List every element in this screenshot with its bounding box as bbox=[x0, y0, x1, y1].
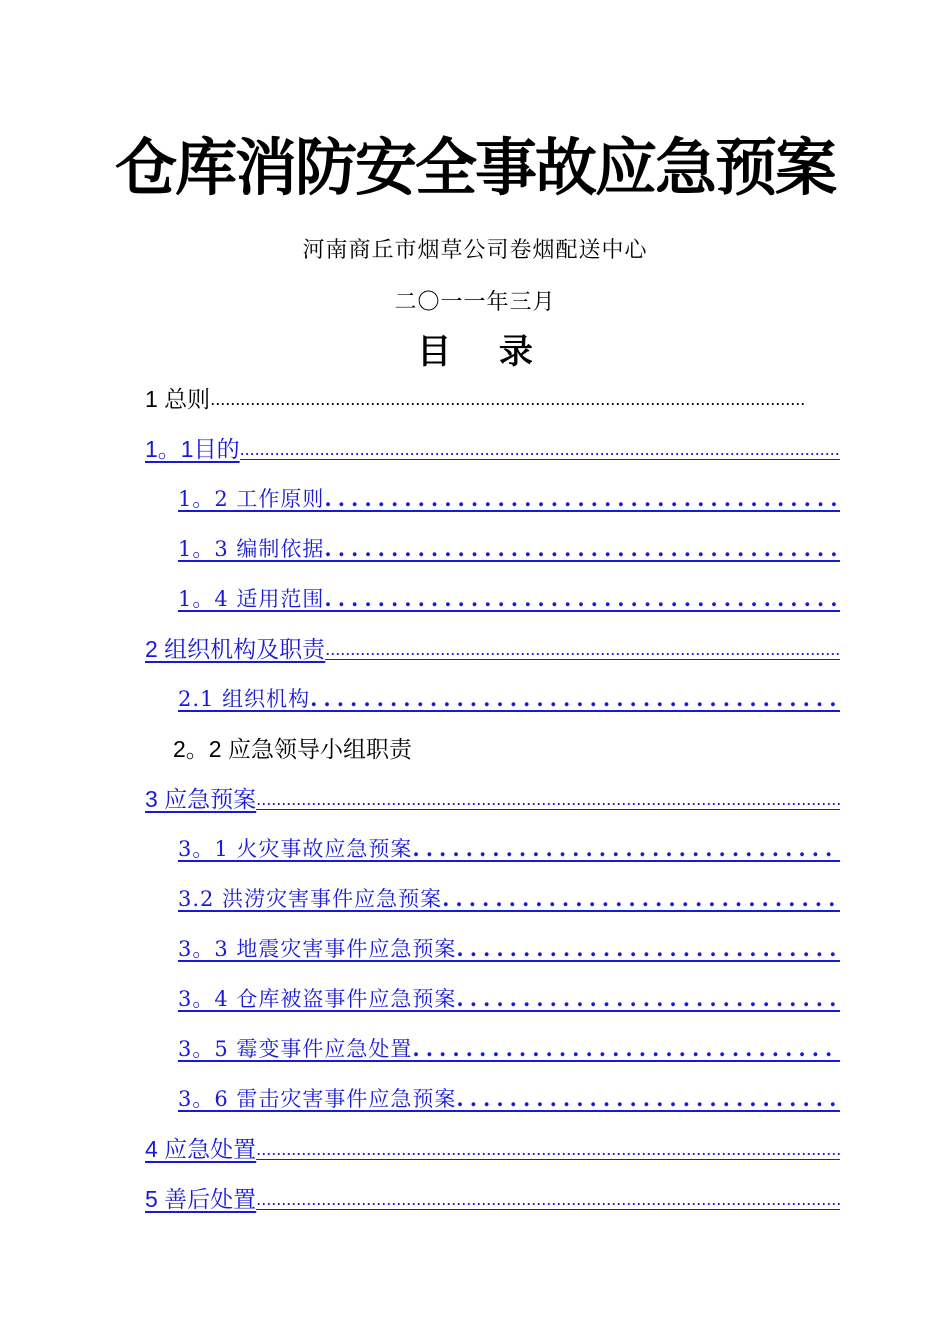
toc-entry-label: 1。3 编制依据 bbox=[178, 537, 325, 561]
toc-link-purpose[interactable] bbox=[145, 432, 840, 464]
toc-link-lightning-plan[interactable] bbox=[178, 1082, 840, 1114]
toc-leader-dots bbox=[456, 1084, 840, 1114]
toc-link-scope[interactable] bbox=[178, 582, 840, 614]
document-title: 仓库消防安全事故应急预案 bbox=[114, 131, 835, 204]
toc-leader-dots bbox=[456, 984, 840, 1014]
toc-leader-dots bbox=[442, 884, 840, 914]
toc-link-earthquake-plan[interactable] bbox=[178, 932, 840, 964]
toc-entry-label: 1。1目的 bbox=[145, 436, 240, 462]
toc-entry-general bbox=[145, 382, 807, 414]
toc-entry-label: 4 应急处置 bbox=[145, 1136, 257, 1162]
toc-entry-label: 3。3 地震灾害事件应急预案 bbox=[178, 937, 457, 961]
toc-link-emergency-plans[interactable] bbox=[145, 782, 840, 814]
toc-entry-label: 2.1 组织机构 bbox=[178, 687, 311, 711]
toc-link-structure[interactable] bbox=[178, 682, 840, 714]
toc-leader-dots bbox=[324, 484, 840, 514]
toc-entry-label: 2 组织机构及职责 bbox=[145, 636, 326, 662]
toc-entry-label: 3 应急预案 bbox=[145, 786, 257, 812]
toc-link-basis[interactable] bbox=[178, 532, 840, 564]
toc-entry-label: 3.2 洪涝灾害事件应急预案 bbox=[178, 887, 443, 911]
toc-entry-label: 1 总则 bbox=[145, 386, 211, 412]
toc-leader-dots bbox=[456, 934, 840, 964]
toc-link-theft-plan[interactable] bbox=[178, 982, 840, 1014]
toc-leader-dots bbox=[256, 1184, 840, 1214]
toc-leader-dots bbox=[256, 1134, 840, 1164]
toc-entry-label: 1。4 适用范围 bbox=[178, 587, 325, 611]
toc-link-aftermath[interactable] bbox=[145, 1182, 840, 1214]
toc-entry-label: 2。2 应急领导小组职责 bbox=[173, 736, 412, 762]
toc-leader-dots bbox=[240, 434, 840, 464]
toc-entry-label: 1。2 工作原则 bbox=[178, 487, 325, 511]
toc-heading: 目 录 bbox=[417, 332, 551, 372]
toc-entry-leadership-duties bbox=[173, 732, 573, 764]
toc-leader-dots bbox=[325, 634, 840, 664]
toc-entry-label: 3。6 雷击灾害事件应急预案 bbox=[178, 1087, 457, 1111]
toc-leader-dots bbox=[412, 834, 840, 864]
toc-entry-label: 3。4 仓库被盗事件应急预案 bbox=[178, 987, 457, 1011]
toc-entry-label: 5 善后处置 bbox=[145, 1186, 257, 1212]
toc-link-mildew-plan[interactable] bbox=[178, 1032, 840, 1064]
toc-leader-dots bbox=[412, 1034, 840, 1064]
toc-link-organization[interactable] bbox=[145, 632, 840, 664]
toc-link-principles[interactable] bbox=[178, 482, 840, 514]
toc-leader-dots bbox=[256, 784, 840, 814]
toc-link-fire-plan[interactable] bbox=[178, 832, 840, 864]
toc-entry-label: 3。5 霉变事件应急处置 bbox=[178, 1037, 413, 1061]
toc-link-flood-plan[interactable] bbox=[178, 882, 840, 914]
toc-leader-dots bbox=[310, 684, 840, 714]
organization-name: 河南商丘市烟草公司卷烟配送中心 bbox=[302, 238, 648, 263]
toc-entry-label: 3。1 火灾事故应急预案 bbox=[178, 837, 413, 861]
document-date: 二〇一一年三月 bbox=[394, 290, 556, 315]
toc-leader-dots bbox=[324, 584, 840, 614]
toc-link-emergency-handling[interactable] bbox=[145, 1132, 840, 1164]
toc-leader-dots bbox=[324, 534, 840, 564]
toc-leader-dots bbox=[210, 384, 807, 414]
